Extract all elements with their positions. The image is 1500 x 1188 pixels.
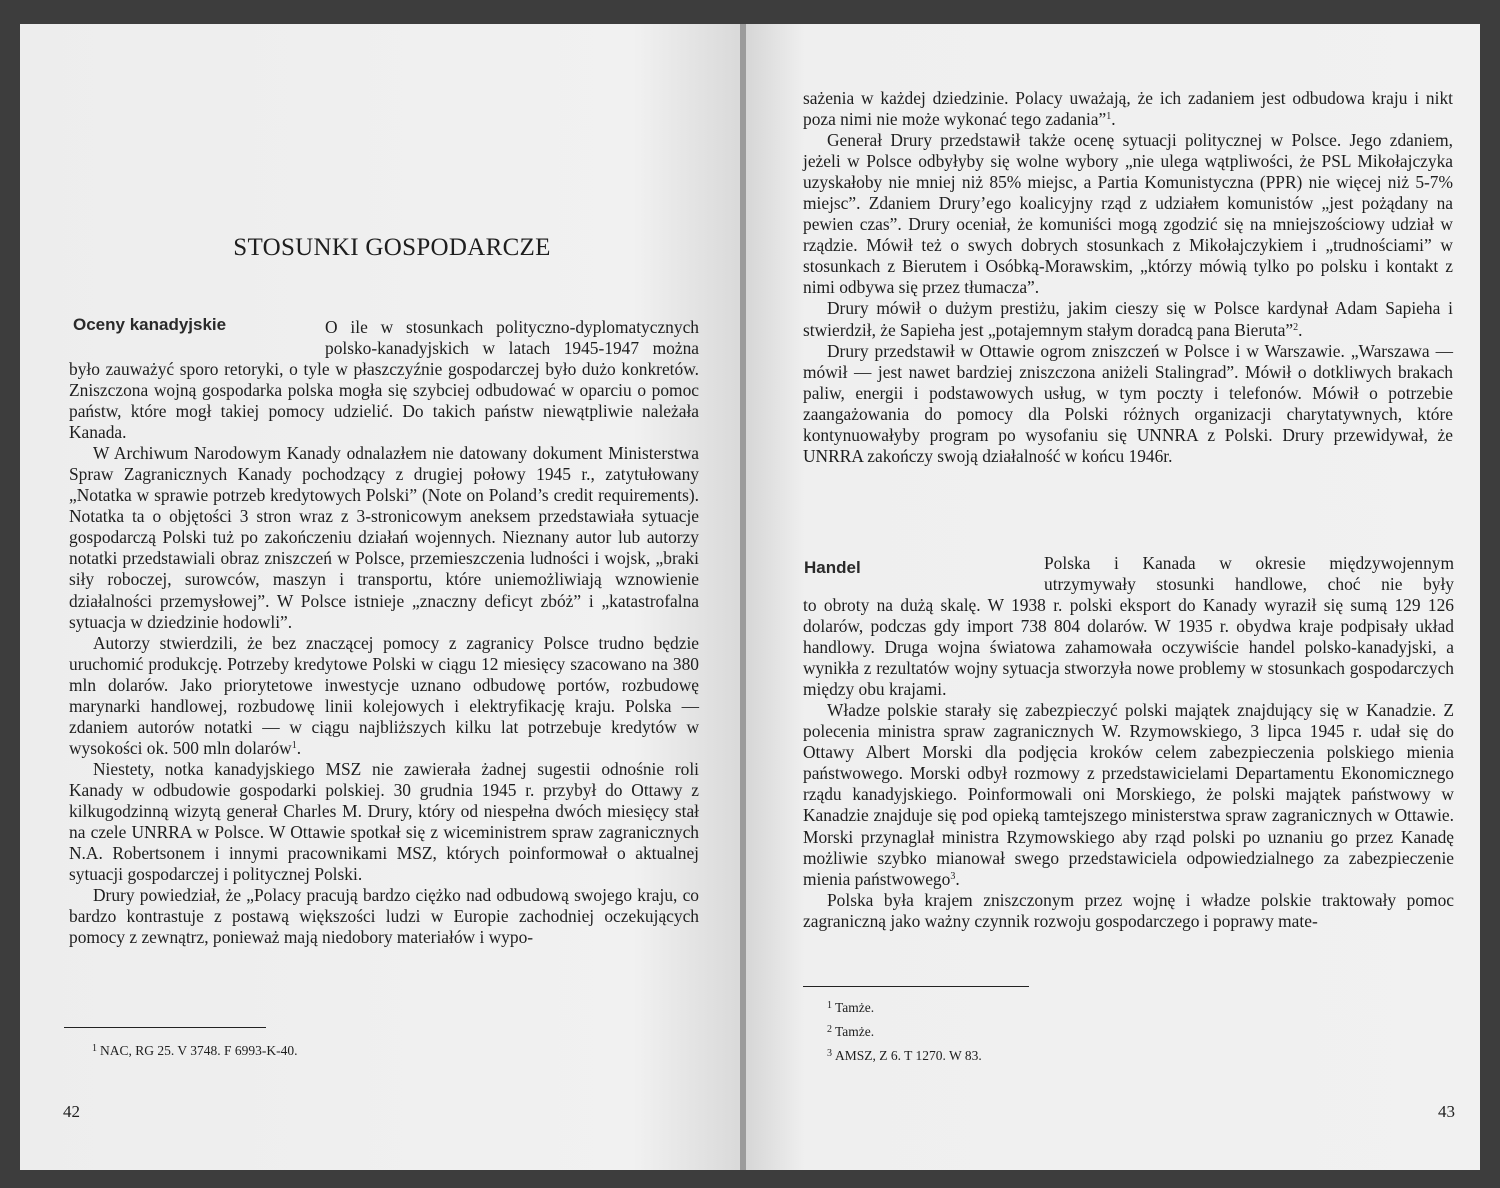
page-number: 43 — [1438, 1102, 1455, 1121]
paragraph-text: Władze polskie starały się zabezpieczyć polski majątek znajdujący się w Kanadzie. Z polecenia ministra spraw zagranicznych W. Rzymowskiego, 3 lipca 1945 r. udał się do Ottawy Albert Morski dla podjęcia kroków celem zabezpieczenia polskiego mienia państwowego. Morski odbył rozmowy z przedstawicielami Departamentu Ekonomicznego rządu kanadyjskiego. Poinformowali oni Morskiego, że polski majątek państwowy w Kanadzie znajduje się pod opieką tamtejszego ministerstwa spraw zagranicznych w Ottawie. Morski przynaglał ministra Rzymowskiego aby rząd polski po uznaniu go przez Kanadę możliwie szybko mianował swego przedstawiciela odpowiedzialnego za zabezpieczenie mienia państwowego — [803, 700, 1454, 889]
footnote-text: Tamże. — [835, 1024, 875, 1039]
first-line: utrzymywały stosunki handlowe, choć nie były — [1044, 574, 1454, 595]
paragraph-text: sażenia w każdej dziedzinie. Polacy uważają, że ich zadaniem jest odbudowa kraju i nikt poza nimi nie może wykonać tego zadania” — [803, 88, 1453, 130]
right-page — [746, 24, 1480, 1170]
paragraph: W Archiwum Narodowym Kanady odnalazłem nie datowany dokument Ministerstwa Spraw Zagranicznych Kanady pochodzący z drugiej połowy 1945 r., zatytułowany „Notatka w sprawie potrzeb kredytowych Polski” (Note on Poland’s credit requirements). Notatka ta o objętości 3 stron wraz z 3-stronicowym aneksem przedstawiała sytuacje gospodarczą Polski tuż po zakończeniu działań wojennych. Nieznany autor lub autorzy notatki przedstawiali obraz zniszczeń w Polsce, przemieszczenia ludności i wojsk, „braki siły roboczej, surowców, maszyn i transportu, które uniemożliwiają wznowienie działalności przemysłowej”. W Polsce istnieje „znaczny deficyt zbóż” i „katastrofalna sytuacja w dziedzinie hodowli”. — [69, 443, 699, 632]
first-lines-left — [325, 317, 699, 359]
footnote-text: Tamże. — [835, 1000, 875, 1015]
footnote — [827, 997, 874, 1019]
paragraph — [803, 700, 1454, 889]
paragraph-end: . — [1298, 319, 1303, 340]
paragraph-text: Autorzy stwierdzili, że bez znaczącej pomocy z zagranicy Polsce trudno będzie uruchomić produkcję. Potrzeby kredytowe Polski w ciągu 12 miesięcy szacowano na 380 mln dolarów. Jako priorytetowe inwestycje uznano odbudowę portów, rozbudowę marynarki handlowej, rozbudowę linii kolejowych i elektryfikację kraju. Polska — zdaniem autorów notatki — w ciągu najbliższych kilku lat potrzebuje kredytów w wysokości ok. 500 mln dolarów — [69, 632, 699, 758]
footnote — [827, 1021, 874, 1043]
footnote-text: NAC, RG 25. V 3748. F 6993-K-40. — [100, 1043, 298, 1058]
right-body-bottom — [803, 595, 1454, 932]
section-heading-oceny: Oceny kanadyjskie — [73, 315, 227, 334]
footnote-ref: 3 — [950, 870, 956, 882]
book-spread — [20, 24, 1480, 1170]
paragraph-text: Drury mówił o dużym prestiżu, jakim cieszy się w Polsce kardynał Adam Sapieha i stwierdził, że Sapieha jest „potajemnym stałym doradcą pana Bieruta” — [803, 298, 1453, 340]
footnote-number: 1 — [827, 1000, 832, 1011]
left-page — [20, 24, 742, 1170]
paragraph-end: . — [955, 868, 960, 889]
paragraph-end: . — [1111, 109, 1116, 130]
footnote — [827, 1045, 982, 1067]
left-body — [69, 359, 699, 948]
paragraph: to obroty na dużą skalę. W 1938 r. polski eksport do Kanady wyraził się sumą 129 126 dolarów, podczas gdy import 738 804 dolarów. W 1935 r. obydwa kraje podpisały układ handlowy. Druga wojna światowa zahamowała oczywiście handel polsko-kanadyjski, a wynikła z rezultatów wojny sytuacja stworzyła nowe problemy w stosunkach gospodarczych między obu krajami. — [803, 595, 1454, 700]
footnote-number: 2 — [827, 1024, 832, 1035]
footnote-rule — [64, 1027, 266, 1028]
paragraph: Drury powiedział, że „Polacy pracują bardzo ciężko nad odbudową swojego kraju, co bardzo kontrastuje z postawą większości ludzi w Europie zachodniej oczekujących pomocy z zewnątrz, ponieważ mają niedobory materiałów i wypo- — [69, 885, 699, 948]
page-number: 42 — [63, 1102, 80, 1121]
footnote-number: 1 — [92, 1043, 97, 1054]
paragraph: Drury przedstawił w Ottawie ogrom zniszczeń w Polsce i w Warszawie. „Warszawa — mówił — jest nawet bardziej zniszczona aniżeli Stalingrad”. Mówił o dotkliwych brakach paliw, energii i podstawowych usług, w tym poczty i telefonów. Mówił o potrzebie zaangażowania do pomocy dla Polski różnych organizacji charytatywnych, które kontynuowałyby program po wysofaniu się UNNRA z Polski. Drury przewidywał, że UNRRA zakończy swoją działalność w końcu 1946r. — [803, 340, 1453, 466]
footnote-number: 3 — [827, 1048, 832, 1059]
footnote-ref: 2 — [1293, 321, 1299, 333]
first-line: polsko-kanadyjskich w latach 1945-1947 można — [325, 338, 699, 359]
first-lines-right — [1044, 553, 1454, 595]
footnote — [92, 1040, 298, 1062]
paragraph-end: . — [296, 737, 302, 758]
chapter-title: STOSUNKI GOSPODARCZE — [233, 234, 551, 261]
first-line: Polska i Kanada w okresie międzywojennym — [1044, 553, 1454, 573]
paragraph — [69, 633, 699, 759]
footnote-rule — [803, 986, 1029, 987]
right-body-top — [803, 88, 1453, 467]
paragraph: Polska była krajem zniszczonym przez wojnę i władze polskie traktowały pomoc zagraniczną jako ważny czynnik rozwoju gospodarczego i poprawy mate- — [803, 889, 1454, 931]
first-line: O ile w stosunkach polityczno-dyplomatycznych — [325, 317, 699, 337]
footnote-text: AMSZ, Z 6. T 1270. W 83. — [835, 1048, 982, 1063]
paragraph: Niestety, notka kanadyjskiego MSZ nie zawierała żadnej sugestii odnośnie roli Kanady w odbudowie gospodarki polskiej. 30 grudnia 1945 r. przybył do Ottawy z kilkugodzinną wizytą generał Charles M. Drury, który od niespełna dwóch miesięcy stał na czele UNRRA w Polsce. W Ottawie spotkał się z wiceministrem spraw zagranicznych N.A. Robertsonem i innymi pracownikami MSZ, których poinformował o aktualnej sytuacji gospodarczej i politycznej Polski. — [69, 758, 699, 885]
footnote-ref: 1 — [1106, 111, 1112, 123]
paragraph — [803, 298, 1453, 340]
paragraph: było zauważyć sporo retoryki, o tyle w płaszczyźnie gospodarczej było dużo konkretów. Zniszczona wojną gospodarka polska mogła się szybciej odbudować w oparciu o pomoc państw, które mogł takiej pomocy udzielić. Do takich państw niewątpliwie należała Kanada. — [69, 359, 699, 443]
section-heading-handel: Handel — [804, 558, 861, 577]
paragraph: Generał Drury przedstawił także ocenę sytuacji politycznej w Polsce. Jego zdaniem, jeżeli w Polsce odbyłyby się wolne wybory „nie ulega wątpliwości, że PSL Mikołajczyka uzyskałoby nie mniej niż 85% miejsc, a Partia Komunistyczna (PPR) nie więcej niż 5-7% miejsc”. Zdaniem Drury’ego koalicyjny rząd z udziałem komunistów „jest pożądany na pewien czas”. Drury oceniał, że komuniści mogą zgodzić się na mniejszościowy udział w rządzie. Mówił też o swych dobrych stosunkach z Mikołajczykiem i „trudnościami” w stosunkach z Bierutem i Osóbką-Morawskim, „którzy mówią tylko po polsku i kontakt z nimi odbywa się przez tłumacza”. — [803, 130, 1453, 298]
paragraph — [803, 88, 1453, 130]
footnote-ref: 1 — [291, 739, 297, 751]
